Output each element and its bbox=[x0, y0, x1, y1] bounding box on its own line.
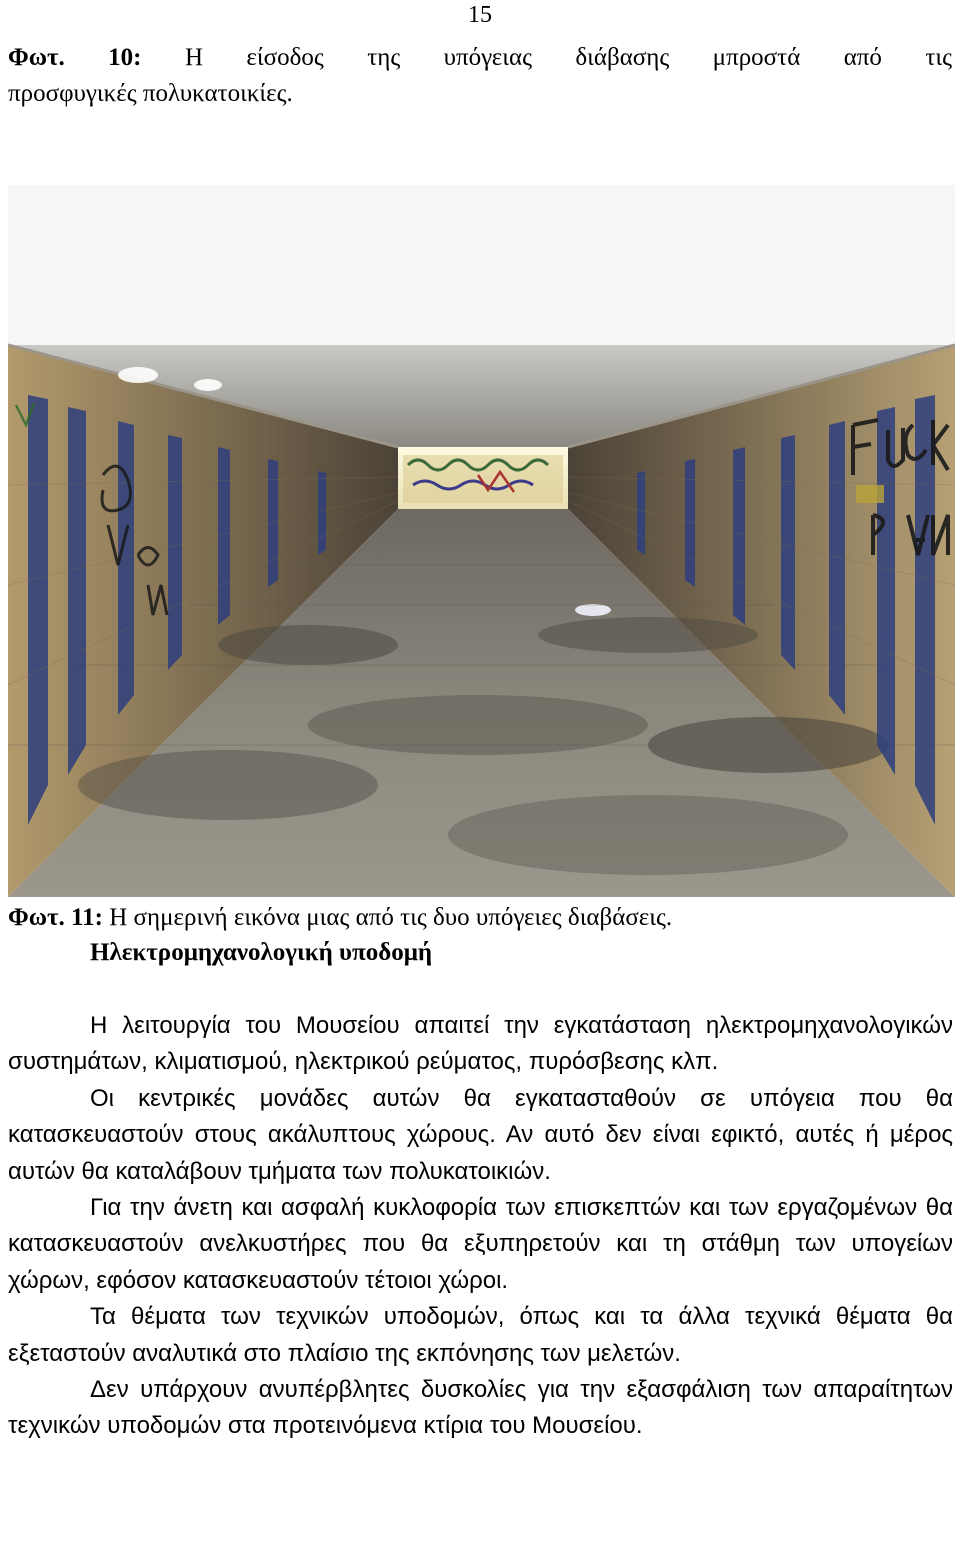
photo-11-caption-text: Η σημερινή εικόνα μιας από τις δυο υπόγειες διαβάσεις. bbox=[109, 904, 673, 931]
paragraph-2: Οι κεντρικές μονάδες αυτών θα εγκατασταθούν σε υπόγεια που θα κατασκευαστούν στους ακάλυπτους χώρους. Αν αυτό δεν είναι εφικτό, αυτές ή μέρος αυτών θα καταλάβουν τμήματα των πολυκατοικιών. bbox=[8, 1084, 953, 1185]
paragraph-1: Η λειτουργία του Μουσείου απαιτεί την εγκατάσταση ηλεκτρομηχανολογικών συστημάτων, κλιματισμού, ηλεκτρικού ρεύματος, πυρόσβεσης κλπ. bbox=[8, 1012, 953, 1076]
section-body bbox=[8, 1008, 953, 1445]
paragraph-5: Δεν υπάρχουν ανυπέρβλητες δυσκολίες για την εξασφάλιση των απαραίτητων τεχνικών υποδομών στα προτεινόμενα κτίρια του Μουσείου. bbox=[8, 1376, 953, 1440]
photo-10-caption bbox=[8, 40, 952, 112]
underpass-photo bbox=[8, 185, 955, 897]
section-heading: Ηλεκτρομηχανολογική υποδομή bbox=[90, 939, 433, 966]
paragraph-4: Τα θέματα των τεχνικών υποδομών, όπως και τα άλλα τεχνικά θέματα θα εξεταστούν αναλυτικά στο πλαίσιο της εκπόνησης των μελετών. bbox=[8, 1303, 953, 1367]
photo-11-caption bbox=[8, 900, 952, 936]
photo-10-label: Φωτ. 10: bbox=[8, 44, 142, 71]
photo-11-label: Φωτ. 11: bbox=[8, 904, 103, 931]
photo-10-caption-text-2: προσφυγικές πολυκατοικίες. bbox=[8, 80, 293, 107]
page-number: 15 bbox=[468, 2, 492, 28]
photo-10-caption-text-1: Η είσοδος της υπόγειας διάβασης μπροστά από τις bbox=[184, 44, 953, 71]
paragraph-3: Για την άνετη και ασφαλή κυκλοφορία των επισκεπτών και των εργαζομένων θα κατασκευαστούν ανελκυστήρες που θα εξυπηρετούν και τη στάθμη των υπογείων χώρων, εφόσον κατασκευαστούν τέτοιοι χώροι. bbox=[8, 1194, 953, 1294]
